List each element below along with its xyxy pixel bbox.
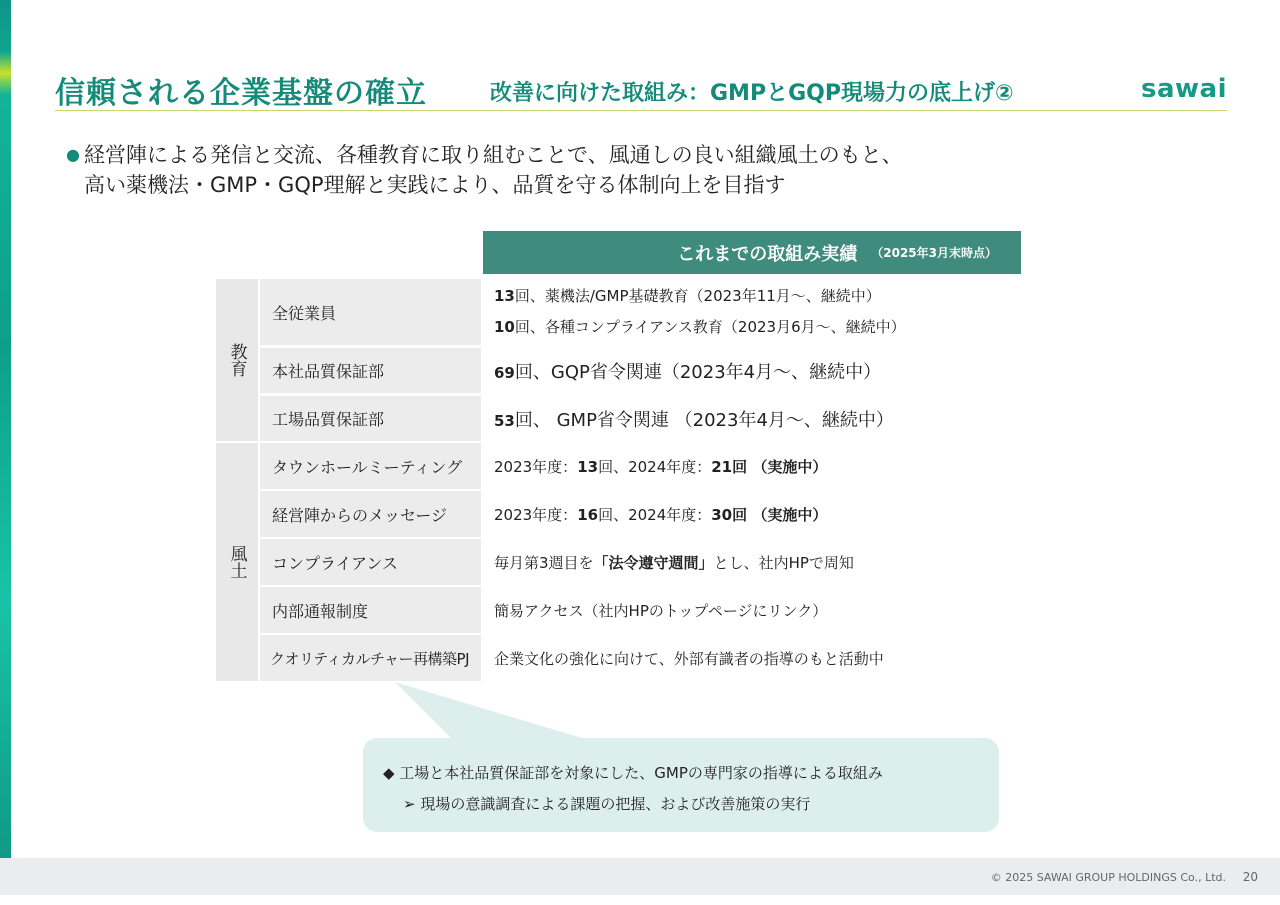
value-bold: 「法令遵守週間」: [593, 553, 714, 572]
intro-bullet: [66, 140, 1066, 200]
value-text: 回、薬機法/GMP基礎教育（2023年11月～、継続中）: [514, 287, 881, 305]
value-text: 回、GQP省令関連（2023年4月～、継続中）: [514, 361, 882, 383]
row-label: 工場品質保証部: [260, 396, 481, 441]
group-education-label: 教育: [226, 343, 247, 377]
value-text: 回、2024年度：: [598, 457, 712, 476]
results-header: [483, 231, 1021, 274]
value-text: 回、各種コンプライアンス教育（2023月6月～、継続中）: [514, 318, 906, 336]
page-number: 20: [1242, 870, 1258, 884]
count-bold: 53: [494, 411, 515, 430]
row-value: [494, 279, 1054, 345]
count-bold: 69: [494, 363, 515, 382]
group-education: [216, 279, 258, 441]
row-label: 全従業員: [260, 279, 481, 345]
page-title: 信頼される企業基盤の確立: [55, 76, 427, 111]
side-accent-bar: [0, 0, 11, 858]
count-bold: 16: [577, 505, 599, 524]
callout-line-2: ➢ 現場の意識調査による課題の把握、および改善施策の実行: [403, 795, 811, 813]
value-text: 回、 GMP省令関連 （2023年4月～、継続中）: [514, 409, 894, 431]
value-text: 回、2024年度：: [598, 505, 712, 524]
count-bold: 30: [711, 505, 733, 524]
copyright: © 2025 SAWAI GROUP HOLDINGS Co., Ltd.: [990, 871, 1226, 884]
count-bold: 13: [494, 287, 515, 305]
value-text: 2023年度：: [494, 457, 578, 476]
row-value: [494, 491, 1054, 537]
row-value: 簡易アクセス（社内HPのトップページにリンク）: [494, 601, 828, 620]
title-row: [55, 64, 1227, 111]
count-bold: 10: [494, 318, 515, 336]
count-bold: 21: [711, 457, 733, 476]
callout-pointer: [395, 682, 635, 742]
row-label: 内部通報制度: [260, 587, 481, 633]
value-text: 毎月第3週目を: [494, 553, 594, 572]
row-label: 経営陣からのメッセージ: [260, 491, 481, 537]
value-text: 2023年度：: [494, 505, 578, 524]
row-label: クオリティカルチャー再構築PJ: [260, 635, 481, 681]
count-bold: 13: [577, 457, 599, 476]
intro-line-2: 高い薬機法・GMP・GQP理解と実践により、品質を守る体制向上を目指す: [84, 173, 786, 197]
group-culture: [216, 443, 258, 681]
row-label: コンプライアンス: [260, 539, 481, 585]
callout-line-1: ◆ 工場と本社品質保証部を対象にした、GMPの専門家の指導による取組み: [383, 764, 883, 782]
row-label: 本社品質保証部: [260, 348, 481, 393]
value-text: 回 （実施中）: [732, 457, 828, 476]
row-value: [494, 396, 1054, 441]
callout-box: [363, 738, 999, 832]
value-text: 回 （実施中）: [732, 505, 828, 524]
row-value: [494, 443, 1054, 489]
row-value: [494, 348, 1054, 393]
page-subtitle: 改善に向けた取組み：GMPとGQP現場力の底上げ②: [490, 81, 1014, 106]
row-value: 企業文化の強化に向けて、外部有識者の指導のもと活動中: [494, 649, 884, 668]
group-culture-label: 風土: [226, 545, 247, 579]
results-header-note: （2025年3月末時点）: [871, 246, 997, 260]
results-header-title: これまでの取組み実績: [677, 243, 858, 265]
row-label: タウンホールミーティング: [260, 443, 481, 489]
sawai-logo: sawai: [1141, 74, 1227, 104]
value-text: とし、社内HPで周知: [713, 553, 854, 572]
row-value: [494, 539, 1054, 585]
footer: [0, 858, 1280, 895]
intro-line-1: 経営陣による発信と交流、各種教育に取り組むことで、風通しの良い組織風土のもと、: [84, 143, 903, 167]
bullet-dot-icon: ●: [66, 145, 80, 164]
